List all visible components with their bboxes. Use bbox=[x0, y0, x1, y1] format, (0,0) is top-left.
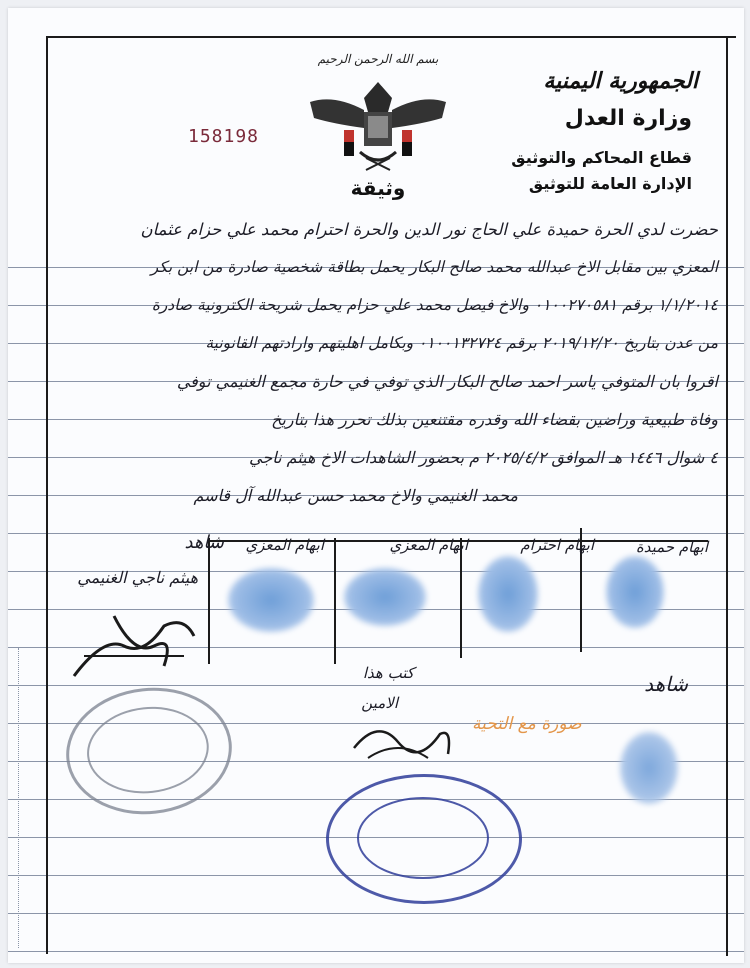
fingerprint-ihtiram bbox=[478, 556, 538, 632]
witness-label-1: شاهد bbox=[184, 532, 224, 553]
eagle-emblem-icon bbox=[304, 72, 452, 176]
fingerprint-hamida bbox=[606, 556, 664, 628]
fingerprint-witness-2 bbox=[620, 732, 678, 804]
body-line-1: حضرت لدي الحرة حميدة علي الحاج نور الدين والحرة احترام محمد علي حزام عثمان bbox=[140, 220, 718, 239]
frame-top bbox=[46, 36, 736, 38]
fingerprint-muazzi-2 bbox=[228, 568, 314, 632]
grey-stamp bbox=[60, 680, 238, 823]
document-page bbox=[8, 8, 744, 963]
body-line-3: ١/١/٢٠١٤ برقم ٠١٠٠٢٧٠٥٨١ والاخ فيصل محمد علي حزام يحمل شريحة الكترونية صادرة bbox=[151, 296, 718, 314]
sig-divider-2 bbox=[460, 538, 462, 658]
witness-name: هيثم ناجي الغنيمي bbox=[77, 568, 198, 587]
body-line-5: اقروا بان المتوفي ياسر احمد صالح البكار الذي توفي في حارة مجمع الغنيمي توفي bbox=[176, 372, 718, 391]
country-name: الجمهورية اليمنية bbox=[543, 68, 698, 94]
sig-divider-3 bbox=[334, 538, 336, 664]
ministry-name: وزارة العدل bbox=[564, 106, 692, 131]
department-name: الإدارة العامة للتوثيق bbox=[528, 174, 692, 193]
witness-signature-icon bbox=[64, 596, 204, 686]
body-line-2: المعزي بين مقابل الاخ عبدالله محمد صالح البكار يحمل بطاقة شخصية صادرة من ابن بكر bbox=[150, 258, 718, 276]
frame-right bbox=[726, 38, 728, 956]
body-line-6: وفاة طبيعية وراضين بقضاء الله وقدره مقتنعين بذلك تحرر هذا بتاريخ bbox=[271, 410, 718, 429]
grey-stamp-inner-ring bbox=[83, 701, 213, 799]
frame-left bbox=[46, 36, 48, 954]
sig-divider-4 bbox=[208, 538, 210, 664]
thumb-label-ihtiram: ابهام احترام bbox=[520, 536, 594, 554]
fingerprint-muazzi-1 bbox=[344, 568, 426, 626]
thumb-label-muazzi-1: ابهام المعزي bbox=[389, 536, 468, 554]
amin-signature-icon bbox=[348, 708, 458, 768]
body-line-4: من عدن بتاريخ ٢٠١٩/١٢/٢٠ برقم ٠١٠٠١٣٢٧٢٤ وبكامل اهليتهم وارادتهم القانونية bbox=[205, 334, 718, 352]
basmala: بسم الله الرحمن الرحيم bbox=[317, 52, 439, 66]
thumb-label-hamida: ابهام حميدة bbox=[635, 538, 708, 556]
body-line-8: محمد الغنيمي والاخ محمد حسن عبدالله آل قاسم bbox=[193, 486, 518, 505]
official-stamp bbox=[326, 774, 522, 904]
amin-label: الامين bbox=[361, 694, 398, 712]
document-title: وثيقة bbox=[350, 176, 406, 200]
witness-label-2: شاهد bbox=[644, 672, 688, 696]
thumb-label-muazzi-2: ابهام المعزي bbox=[245, 536, 324, 554]
copy-note: صورة مع التحية bbox=[472, 714, 582, 734]
body-line-7: ٤ شوال ١٤٤٦ هـ الموافق ٢٠٢٥/٤/٢ م بحضور الشاهدات الاخ هيثم ناجي bbox=[249, 448, 718, 467]
document-number: 158198 bbox=[188, 126, 260, 147]
sector-name: قطاع المحاكم والتوثيق bbox=[511, 148, 692, 167]
official-stamp-inner-ring bbox=[357, 797, 489, 879]
katib-note: كتب هذا bbox=[362, 664, 414, 682]
left-margin-print bbox=[18, 648, 29, 948]
